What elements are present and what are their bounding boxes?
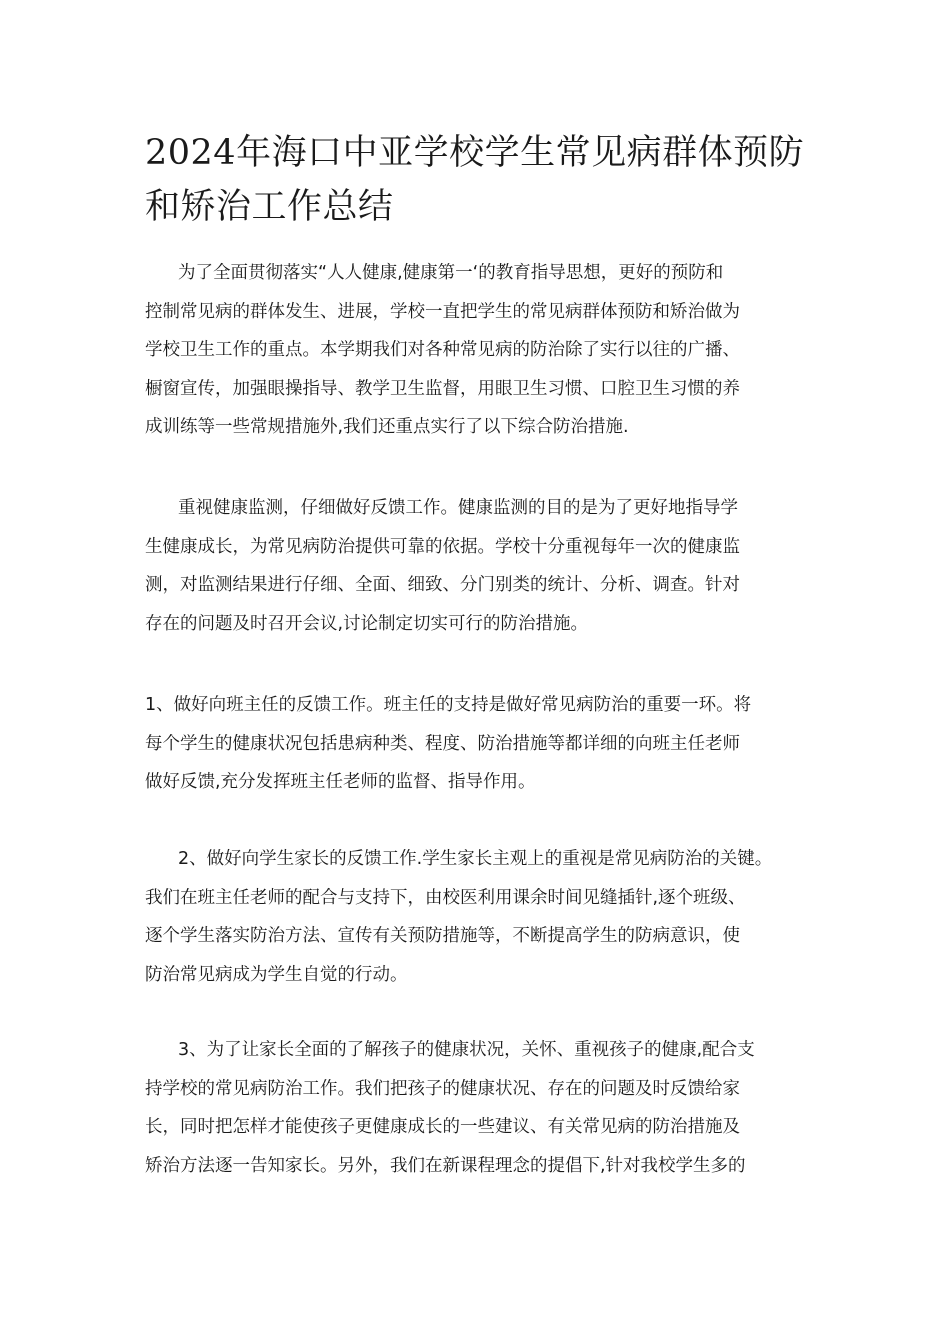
paragraph-item-1 [145, 686, 825, 802]
paragraph-line: 2、做好向学生家长的反馈工作.学生家长主观上的重视是常见病防治的关键。 [178, 849, 773, 869]
paragraph-health-monitoring [145, 489, 825, 643]
paragraph-line: 重视健康监测，仔细做好反馈工作。健康监测的目的是为了更好地指导学 [178, 498, 738, 518]
paragraph-line: 防治常见病成为学生自觉的行动。 [145, 964, 408, 985]
paragraph-item-2 [145, 840, 825, 994]
paragraph-line: 为了全面贯彻落实“人人健康,健康第一‘的教育指导思想，更好的预防和 [178, 263, 724, 283]
paragraph-line: 生健康成长，为常见病防治提供可靠的依据。学校十分重视每年一次的健康监 [145, 536, 740, 557]
paragraph-line: 1、做好向班主任的反馈工作。班主任的支持是做好常见病防治的重要一环。将 [145, 695, 752, 715]
paragraph-line: 我们在班主任老师的配合与支持下，由校医利用课余时间见缝插针,逐个班级、 [145, 887, 746, 908]
document-title [145, 126, 835, 234]
paragraph-line: 矫治方法逐一告知家长。另外，我们在新课程理念的提倡下,针对我校学生多的 [145, 1155, 746, 1176]
paragraph-line: 逐个学生落实防治方法、宣传有关预防措施等，不断提高学生的防病意识，使 [145, 926, 740, 946]
paragraph-line: 做好反馈,充分发挥班主任老师的监督、指导作用。 [145, 772, 536, 792]
title-line-1: 2024年海口中亚学校学生常见病群体预防 [145, 133, 805, 173]
paragraph-line: 持学校的常见病防治工作。我们把孩子的健康状况、存在的问题及时反馈给家 [145, 1078, 740, 1099]
paragraph-intro [145, 254, 825, 447]
paragraph-line: 每个学生的健康状况包括患病种类、程度、防治措施等都详细的向班主任老师 [145, 733, 740, 754]
paragraph-line: 测，对监测结果进行仔细、全面、细致、分门别类的统计、分析、调查。针对 [145, 575, 740, 595]
title-line-2: 和矫治工作总结 [145, 187, 394, 227]
paragraph-line: 成训练等一些常规措施外,我们还重点实行了以下综合防治措施. [145, 417, 629, 437]
paragraph-line: 3、为了让家长全面的了解孩子的健康状况，关怀、重视孩子的健康,配合支 [178, 1040, 755, 1060]
paragraph-line: 长，同时把怎样才能使孩子更健康成长的一些建议、有关常见病的防治措施及 [145, 1117, 740, 1137]
paragraph-line: 控制常见病的群体发生、进展，学校一直把学生的常见病群体预防和矫治做为 [145, 301, 740, 322]
paragraph-line: 橱窗宣传，加强眼操指导、教学卫生监督，用眼卫生习惯、口腔卫生习惯的养 [145, 378, 740, 399]
paragraph-line: 学校卫生工作的重点。本学期我们对各种常见病的防治除了实行以往的广播、 [145, 340, 740, 360]
paragraph-item-3 [145, 1031, 825, 1185]
paragraph-line: 存在的问题及时召开会议,讨论制定切实可行的防治措施。 [145, 613, 589, 634]
